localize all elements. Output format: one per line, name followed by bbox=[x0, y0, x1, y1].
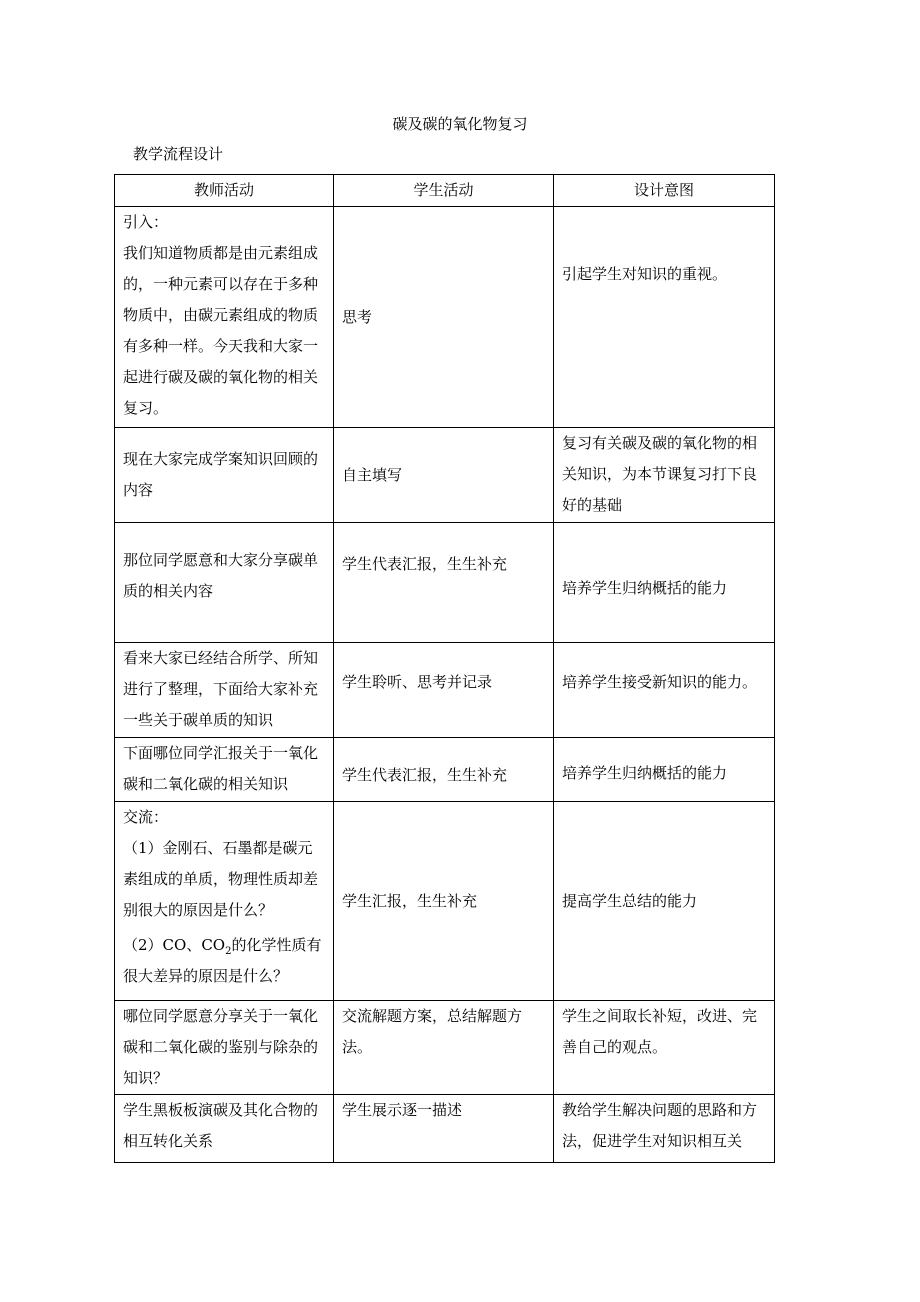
table-row bbox=[115, 428, 775, 523]
student-activity-cell: 学生代表汇报，生生补充 bbox=[334, 738, 554, 802]
table-row bbox=[115, 738, 775, 802]
header-student-activity: 学生活动 bbox=[334, 175, 554, 207]
student-activity-cell: 交流解题方案，总结解题方法。 bbox=[334, 1001, 554, 1095]
student-activity-cell: 学生代表汇报，生生补充 bbox=[334, 523, 554, 643]
table-row bbox=[115, 802, 775, 1001]
design-intent-cell: 学生之间取长补短，改进、完善自己的观点。 bbox=[554, 1001, 775, 1095]
teacher-activity-cell: 学生黑板板演碳及其化合物的相互转化关系 bbox=[115, 1095, 334, 1163]
table-row bbox=[115, 207, 775, 428]
co2-subscript: 2 bbox=[225, 946, 232, 957]
teacher-activity-cell: 引入： 我们知道物质都是由元素组成的，一种元素可以存在于多种物质中，由碳元素组成的物质有多种一样。今天我和大家一起进行碳及碳的氧化物的相关复习。 bbox=[115, 207, 334, 428]
design-intent-cell: 培养学生归纳概括的能力 bbox=[554, 738, 775, 802]
table-row bbox=[115, 1001, 775, 1095]
question-2-suffix: 的化学性质有很大差异的原因是什么？ bbox=[123, 936, 322, 985]
design-intent-cell: 培养学生接受新知识的能力。 bbox=[554, 643, 775, 738]
section-subtitle: 教学流程设计 bbox=[133, 145, 224, 163]
teaching-flow-table bbox=[114, 174, 775, 1163]
design-intent-cell: 培养学生归纳概括的能力 bbox=[554, 523, 775, 643]
teacher-activity-cell: 现在大家完成学案知识回顾的内容 bbox=[115, 428, 334, 523]
table-row bbox=[115, 1095, 775, 1163]
header-teacher-activity: 教师活动 bbox=[115, 175, 334, 207]
teacher-activity-cell bbox=[115, 802, 334, 1001]
teacher-activity-cell: 看来大家已经结合所学、所知进行了整理，下面给大家补充一些关于碳单质的知识 bbox=[115, 643, 334, 738]
table-row bbox=[115, 523, 775, 643]
teacher-activity-cell: 下面哪位同学汇报关于一氧化碳和二氧化碳的相关知识 bbox=[115, 738, 334, 802]
teacher-activity-cell: 哪位同学愿意分享关于一氧化碳和二氧化碳的鉴别与除杂的知识？ bbox=[115, 1001, 334, 1095]
design-intent-cell: 引起学生对知识的重视。 bbox=[554, 207, 775, 428]
student-activity-cell: 自主填写 bbox=[334, 428, 554, 523]
student-activity-cell: 学生展示逐一描述 bbox=[334, 1095, 554, 1163]
teacher-activity-cell: 那位同学愿意和大家分享碳单质的相关内容 bbox=[115, 523, 334, 643]
exchange-question-2 bbox=[123, 930, 325, 992]
document-title: 碳及碳的氧化物复习 bbox=[392, 115, 528, 133]
student-activity-cell: 学生聆听、思考并记录 bbox=[334, 643, 554, 738]
header-design-intent: 设计意图 bbox=[554, 175, 775, 207]
student-activity-cell: 学生汇报，生生补充 bbox=[334, 802, 554, 1001]
design-intent-cell: 教给学生解决问题的思路和方法，促进学生对知识相互关 bbox=[554, 1095, 775, 1163]
question-2-prefix: （2）CO、CO bbox=[123, 936, 226, 954]
exchange-question-1: 交流： （1）金刚石、石墨都是碳元素组成的单质，物理性质却差别很大的原因是什么？ bbox=[123, 808, 319, 919]
design-intent-cell: 提高学生总结的能力 bbox=[554, 802, 775, 1001]
design-intent-cell: 复习有关碳及碳的氧化物的相关知识，为本节课复习打下良好的基础 bbox=[554, 428, 775, 523]
table-header-row bbox=[115, 175, 775, 207]
student-activity-cell: 思考 bbox=[334, 207, 554, 428]
table-row bbox=[115, 643, 775, 738]
